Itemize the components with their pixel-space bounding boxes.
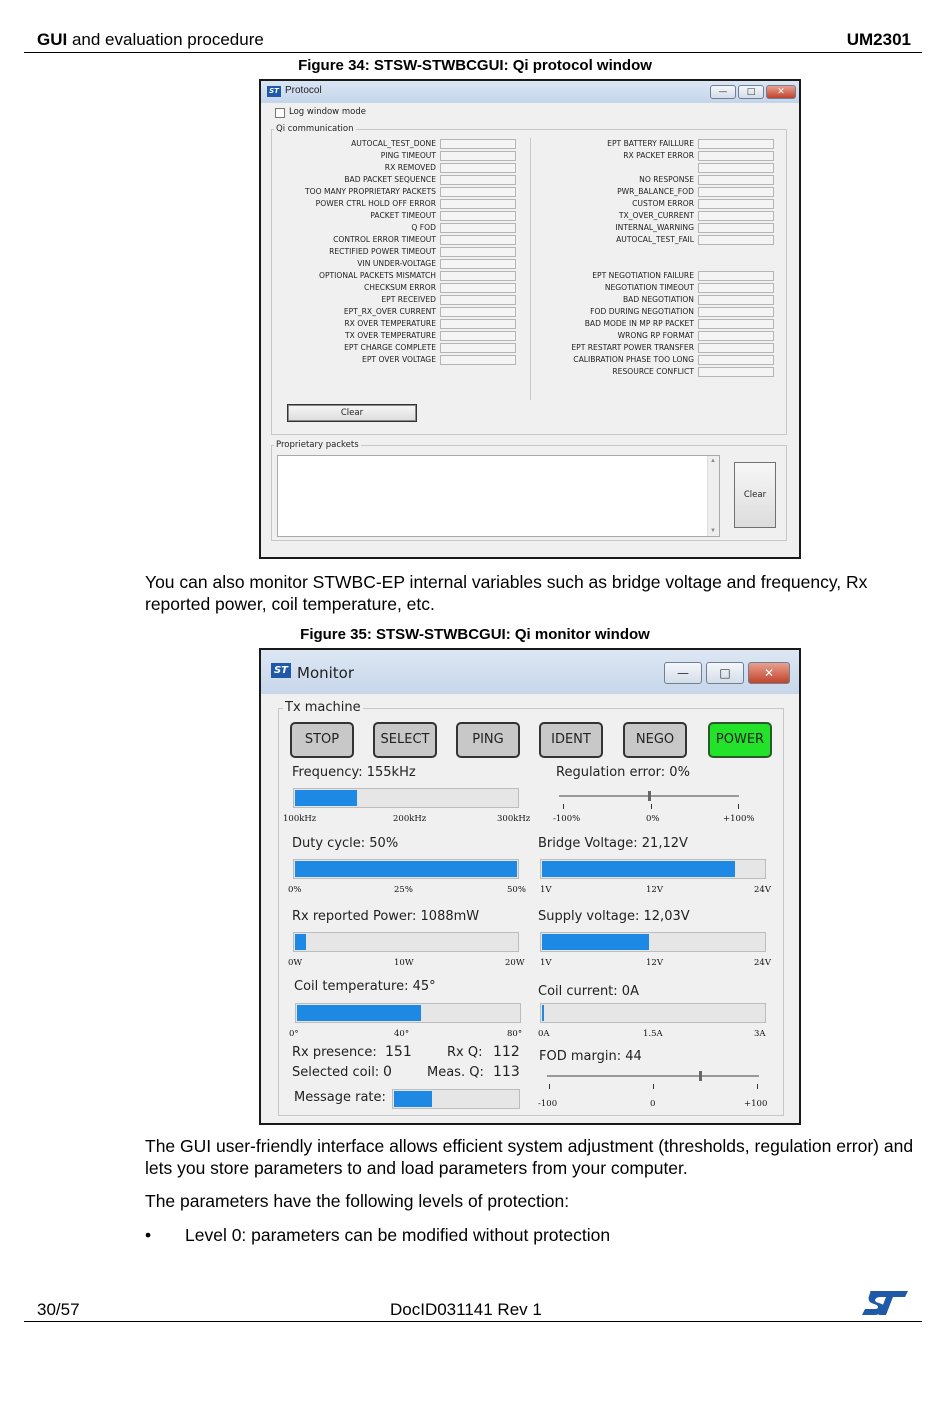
- footer-rule: [24, 1321, 922, 1322]
- fod-tick-mark: [757, 1084, 758, 1089]
- status-label: RX OVER TEMPERATURE: [344, 319, 436, 328]
- status-label: BAD PACKET SEQUENCE: [344, 175, 436, 184]
- scroll-up-icon[interactable]: ▲: [710, 458, 716, 464]
- rx-power-bar: [293, 932, 519, 952]
- status-label: INTERNAL_WARNING: [615, 223, 694, 232]
- regulation-error-label: Regulation error: 0%: [556, 765, 690, 780]
- fod-tick-mark: [549, 1084, 550, 1089]
- coil-current-tick-min: 0A: [538, 1029, 550, 1039]
- status-label: WRONG RP FORMAT: [617, 331, 694, 340]
- duty-cycle-bar-fill: [295, 861, 517, 877]
- status-indicator: [440, 187, 516, 197]
- message-rate-label: Message rate:: [294, 1090, 386, 1105]
- minimize-icon[interactable]: —: [664, 662, 702, 684]
- status-indicator: [698, 139, 774, 149]
- minimize-icon[interactable]: —: [710, 85, 736, 99]
- status-indicator: [440, 331, 516, 341]
- header-rule: [24, 52, 922, 53]
- coil-current-bar-fill: [542, 1005, 544, 1021]
- selected-coil-value: 0: [383, 1064, 392, 1080]
- regulation-tick-mark: [563, 804, 564, 809]
- frequency-tick-min: 100kHz: [283, 814, 317, 824]
- tx-machine-title: Tx machine: [285, 700, 361, 715]
- status-indicator: [698, 271, 774, 281]
- status-indicator: [698, 319, 774, 329]
- bridge-voltage-bar: [540, 859, 766, 879]
- status-row: [534, 198, 694, 210]
- status-row: [272, 150, 436, 162]
- supply-tick-max: 24V: [754, 958, 771, 968]
- status-row: [272, 282, 436, 294]
- supply-voltage-label: Supply voltage: 12,03V: [538, 909, 690, 924]
- rx-q-value: 112: [493, 1044, 520, 1060]
- state-button-ident[interactable]: IDENT: [539, 722, 603, 758]
- status-indicator: [698, 199, 774, 209]
- supply-voltage-bar-fill: [542, 934, 649, 950]
- status-row: [272, 234, 436, 246]
- coil-temperature-bar-fill: [297, 1005, 421, 1021]
- status-indicator: [440, 235, 516, 245]
- qi-communication-group: [271, 124, 787, 435]
- status-label: EPT_RX_OVER CURRENT: [343, 307, 436, 316]
- status-label: CUSTOM ERROR: [632, 199, 694, 208]
- message-rate-bar-fill: [394, 1091, 432, 1107]
- fod-margin-thumb[interactable]: [699, 1071, 702, 1081]
- state-button-select[interactable]: SELECT: [373, 722, 437, 758]
- status-label: EPT OVER VOLTAGE: [362, 355, 436, 364]
- bridge-tick-mid: 12V: [646, 885, 663, 895]
- rx-presence-value: 151: [385, 1044, 412, 1060]
- status-row: [272, 330, 436, 342]
- log-window-mode-checkbox[interactable]: [275, 108, 285, 118]
- status-row: [534, 306, 694, 318]
- status-row: [534, 234, 694, 246]
- status-indicator: [440, 343, 516, 353]
- rx-power-tick-mid: 10W: [394, 958, 414, 968]
- bridge-voltage-label: Bridge Voltage: 21,12V: [538, 836, 688, 851]
- status-row: [272, 162, 436, 174]
- regulation-error-thumb[interactable]: [648, 791, 651, 801]
- status-label: BAD NEGOTIATION: [622, 295, 694, 304]
- status-label: RX REMOVED: [384, 163, 436, 172]
- coil-current-label: Coil current: 0A: [538, 984, 639, 999]
- coil-temperature-label: Coil temperature: 45°: [294, 979, 436, 994]
- window-title: Monitor: [297, 664, 355, 682]
- status-label: TX OVER TEMPERATURE: [345, 331, 436, 340]
- status-row: [272, 270, 436, 282]
- state-button-stop[interactable]: STOP: [290, 722, 354, 758]
- status-indicator: [440, 259, 516, 269]
- supply-tick-mid: 12V: [646, 958, 663, 968]
- qi-communication-title: Qi communication: [276, 124, 354, 134]
- monitor-titlebar: [261, 650, 799, 694]
- status-row: [272, 222, 436, 234]
- coil-current-tick-mid: 1.5A: [643, 1029, 663, 1039]
- status-indicator: [440, 211, 516, 221]
- status-row: [272, 294, 436, 306]
- duty-cycle-label: Duty cycle: 50%: [292, 836, 399, 851]
- frequency-bar: [293, 788, 519, 808]
- coil-temp-tick-max: 80°: [507, 1029, 523, 1039]
- frequency-tick-mid: 200kHz: [393, 814, 427, 824]
- scroll-down-icon[interactable]: ▼: [710, 528, 716, 534]
- bullet-level-0: Level 0: parameters can be modified without protection: [185, 1225, 611, 1245]
- status-label: AUTOCAL_TEST_DONE: [351, 139, 436, 148]
- section-title: GUI and evaluation procedure: [37, 30, 264, 49]
- status-row: [272, 174, 436, 186]
- page-number: 30/57: [37, 1300, 80, 1319]
- status-label: EPT BATTERY FAILLURE: [607, 139, 694, 148]
- monitor-window: [259, 648, 801, 1125]
- protocol-window: [259, 79, 801, 559]
- bullet-icon: •: [145, 1225, 152, 1245]
- message-rate-bar: [392, 1089, 520, 1109]
- status-label: TX_OVER_CURRENT: [618, 211, 694, 220]
- close-icon[interactable]: ✕: [748, 662, 790, 684]
- status-label: EPT RESTART POWER TRANSFER: [571, 343, 694, 352]
- status-label: VIN UNDER-VOLTAGE: [357, 259, 436, 268]
- regulation-tick-mark: [738, 804, 739, 809]
- proprietary-packets-textarea[interactable]: [277, 455, 720, 537]
- rx-power-tick-min: 0W: [288, 958, 303, 968]
- status-row: [534, 330, 694, 342]
- coil-temperature-bar: [295, 1003, 521, 1023]
- status-label: RESOURCE CONFLICT: [612, 367, 694, 376]
- log-window-mode-label: Log window mode: [289, 107, 366, 117]
- status-row: [272, 246, 436, 258]
- status-indicator: [698, 331, 774, 341]
- status-row: [534, 270, 694, 282]
- fod-tick-mid: 0: [650, 1099, 656, 1109]
- supply-tick-min: 1V: [540, 958, 552, 968]
- frequency-label: Frequency: 155kHz: [292, 765, 416, 780]
- status-label: Q FOD: [411, 223, 436, 232]
- status-label: POWER CTRL HOLD OFF ERROR: [315, 199, 436, 208]
- status-indicator: [698, 343, 774, 353]
- status-indicator: [698, 235, 774, 245]
- status-row: [272, 318, 436, 330]
- rx-power-bar-fill: [295, 934, 306, 950]
- status-row: [534, 366, 694, 378]
- status-indicator: [440, 247, 516, 257]
- figure-35-caption: Figure 35: STSW-STWBCGUI: Qi monitor window: [300, 626, 650, 643]
- state-button-power[interactable]: POWER: [708, 722, 772, 758]
- duty-tick-min: 0%: [288, 885, 302, 895]
- status-indicator: [698, 295, 774, 305]
- status-row: [272, 210, 436, 222]
- fod-margin-slider[interactable]: [547, 1075, 759, 1077]
- status-label: EPT CHARGE COMPLETE: [344, 343, 436, 352]
- state-button-nego[interactable]: NEGO: [623, 722, 687, 758]
- maximize-icon[interactable]: □: [706, 662, 744, 684]
- status-row: [534, 354, 694, 366]
- status-row: [534, 318, 694, 330]
- proprietary-packets-group: [271, 440, 787, 541]
- fod-tick-mark: [653, 1084, 654, 1089]
- status-row: [534, 186, 694, 198]
- status-label: CONTROL ERROR TIMEOUT: [333, 235, 436, 244]
- protocol-titlebar: [261, 81, 799, 103]
- clear-proprietary-button[interactable]: Clear: [734, 462, 776, 528]
- status-indicator: [698, 283, 774, 293]
- status-row: [272, 342, 436, 354]
- rx-q-label: Rx Q:: [447, 1045, 483, 1060]
- status-label: AUTOCAL_TEST_FAIL: [616, 235, 694, 244]
- paragraph-gui-description: The GUI user-friendly interface allows efficient system adjustment (thresholds, regulation error) and lets you store parameters to and load parameters from your computer.: [145, 1136, 914, 1178]
- regulation-tick-min: -100%: [553, 814, 581, 824]
- figure-34-caption: Figure 34: STSW-STWBCGUI: Qi protocol window: [298, 57, 652, 74]
- status-indicator: [440, 151, 516, 161]
- status-row: [534, 282, 694, 294]
- status-label: RECTIFIED POWER TIMEOUT: [329, 247, 436, 256]
- rx-presence-label: Rx presence:: [292, 1045, 377, 1060]
- meas-q-value: 113: [493, 1064, 520, 1080]
- close-icon[interactable]: ✕: [766, 85, 796, 99]
- status-indicator: [440, 283, 516, 293]
- status-row: [534, 222, 694, 234]
- status-label: FOD DURING NEGOTIATION: [590, 307, 694, 316]
- st-logo-svg: [860, 1289, 910, 1317]
- rx-power-label: Rx reported Power: 1088mW: [292, 909, 480, 924]
- frequency-tick-max: 300kHz: [497, 814, 531, 824]
- duty-tick-max: 50%: [507, 885, 526, 895]
- status-indicator: [440, 307, 516, 317]
- coil-current-bar: [540, 1003, 766, 1023]
- status-row: [272, 198, 436, 210]
- status-label: PING TIMEOUT: [380, 151, 436, 160]
- status-row: [534, 150, 694, 162]
- paragraph-protection-levels: The parameters have the following levels of protection:: [145, 1191, 570, 1211]
- status-indicator: [698, 175, 774, 185]
- status-row: [272, 306, 436, 318]
- status-indicator: [440, 295, 516, 305]
- coil-temp-tick-mid: 40°: [394, 1029, 410, 1039]
- status-label: NEGOTIATION TIMEOUT: [604, 283, 694, 292]
- st-logo-icon: ST: [271, 663, 291, 678]
- meas-q-label: Meas. Q:: [427, 1065, 484, 1080]
- status-row: [534, 294, 694, 306]
- status-indicator: [440, 355, 516, 365]
- st-brand-logo-icon: [860, 1289, 910, 1317]
- status-label: CALIBRATION PHASE TOO LONG: [573, 355, 694, 364]
- fod-tick-max: +100: [744, 1099, 768, 1109]
- status-label: RX PACKET ERROR: [623, 151, 694, 160]
- status-row: [534, 174, 694, 186]
- status-label: EPT NEGOTIATION FAILURE: [592, 271, 694, 280]
- document-code: UM2301: [846, 30, 911, 49]
- status-label: NO RESPONSE: [639, 175, 694, 184]
- selected-coil-label: Selected coil:: [292, 1065, 380, 1080]
- status-label: CHECKSUM ERROR: [363, 283, 436, 292]
- page-header: [37, 30, 911, 52]
- proprietary-packets-title: Proprietary packets: [276, 440, 359, 450]
- status-row: [534, 138, 694, 150]
- status-row: [272, 354, 436, 366]
- status-label: TOO MANY PROPRIETARY PACKETS: [305, 187, 436, 196]
- state-button-ping[interactable]: PING: [456, 722, 520, 758]
- status-indicator: [440, 223, 516, 233]
- status-row: [272, 186, 436, 198]
- duty-tick-mid: 25%: [394, 885, 413, 895]
- status-indicator: [440, 175, 516, 185]
- status-label: PWR_BALANCE_FOD: [617, 187, 694, 196]
- duty-cycle-bar: [293, 859, 519, 879]
- status-indicator: [440, 271, 516, 281]
- bridge-tick-max: 24V: [754, 885, 771, 895]
- coil-current-tick-max: 3A: [754, 1029, 766, 1039]
- status-indicator: [698, 151, 774, 161]
- status-row: [272, 138, 436, 150]
- regulation-tick-max: +100%: [723, 814, 755, 824]
- maximize-icon[interactable]: □: [738, 85, 764, 99]
- st-logo-icon: ST: [267, 86, 281, 97]
- scrollbar[interactable]: [707, 456, 719, 536]
- regulation-tick-mid: 0%: [646, 814, 660, 824]
- column-divider: [530, 138, 531, 400]
- status-indicator: [698, 163, 774, 173]
- document-id: DocID031141 Rev 1: [390, 1300, 542, 1319]
- status-label: OPTIONAL PACKETS MISMATCH: [318, 271, 436, 280]
- status-label: BAD MODE IN MP RP PACKET: [584, 319, 694, 328]
- status-indicator: [698, 307, 774, 317]
- status-indicator: [698, 367, 774, 377]
- status-row: [272, 258, 436, 270]
- coil-temp-tick-min: 0°: [289, 1029, 299, 1039]
- bridge-voltage-bar-fill: [542, 861, 735, 877]
- rx-power-tick-max: 20W: [505, 958, 525, 968]
- frequency-bar-fill: [295, 790, 357, 806]
- status-indicator: [440, 139, 516, 149]
- window-title: Protocol: [285, 85, 322, 96]
- status-indicator: [698, 187, 774, 197]
- status-indicator: [698, 355, 774, 365]
- status-indicator: [698, 211, 774, 221]
- status-row: [534, 210, 694, 222]
- status-indicator: [440, 163, 516, 173]
- status-row: [534, 342, 694, 354]
- fod-tick-min: -100: [538, 1099, 558, 1109]
- status-indicator: [698, 223, 774, 233]
- regulation-tick-mark: [651, 804, 652, 809]
- status-label: EPT RECEIVED: [381, 295, 436, 304]
- bridge-tick-min: 1V: [540, 885, 552, 895]
- status-label: PACKET TIMEOUT: [370, 211, 436, 220]
- supply-voltage-bar: [540, 932, 766, 952]
- status-indicator: [440, 199, 516, 209]
- paragraph-monitor-intro: You can also monitor STWBC-EP internal variables such as bridge voltage and frequency, Rx reported power, coil temperature, etc.: [145, 572, 868, 614]
- status-indicator: [440, 319, 516, 329]
- clear-button[interactable]: Clear: [287, 404, 417, 422]
- fod-margin-label: FOD margin: 44: [539, 1049, 642, 1064]
